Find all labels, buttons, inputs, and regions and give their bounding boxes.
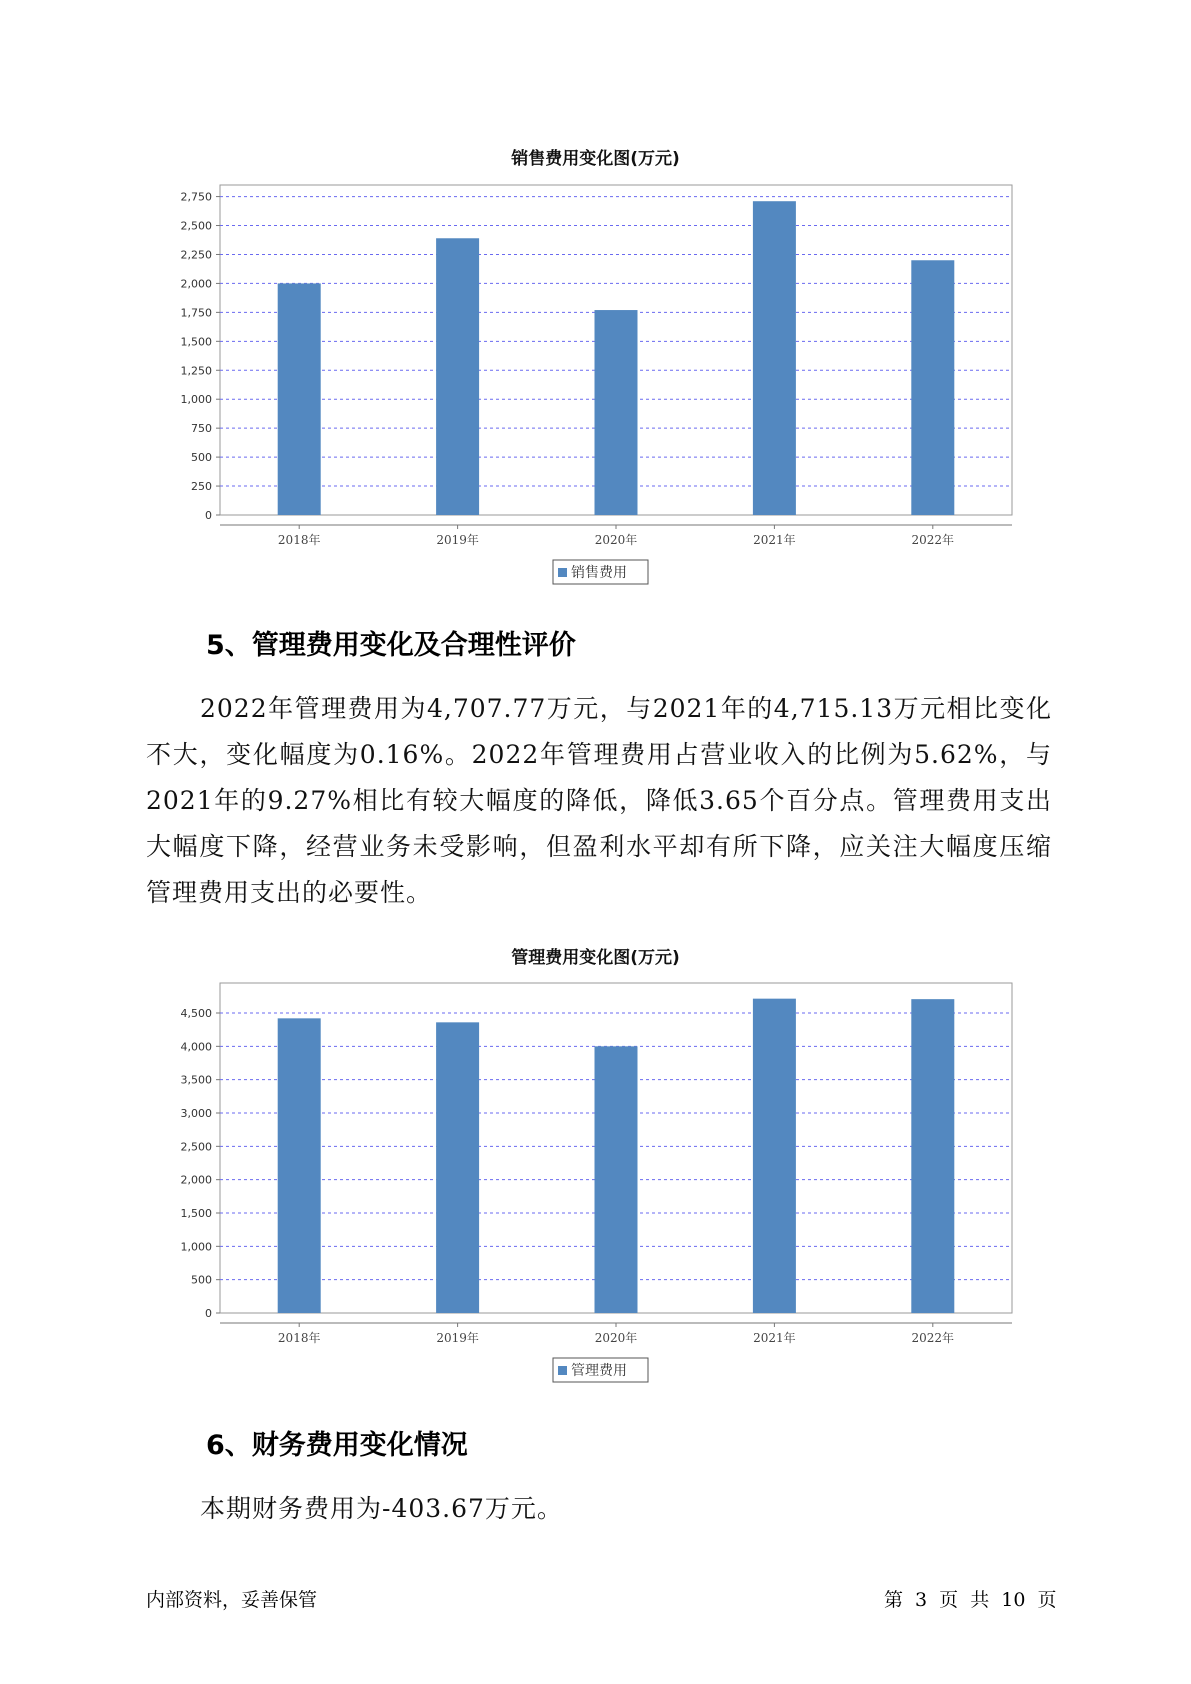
sales-chart-y-tick-label: 1,250 [180,364,212,378]
admin-chart-y-tick-label: 2,500 [180,1140,212,1154]
sales-chart-legend [553,560,648,584]
admin-chart-legend [553,1358,648,1382]
sales-chart-legend-swatch [558,568,567,577]
footer-confidential-note: 内部资料，妥善保管 [146,1589,318,1611]
sales-chart-title: 销售费用变化图(万元) [511,149,680,169]
section-5-paragraph: 2022年管理费用为4,707.77万元，与2021年的4,715.13万元相比变化不大，变化幅度为0.16%。2022年管理费用占营业收入的比例为5.62%，与2021年的9.27%相比有较大幅度的降低，降低3.65个百分点。管理费用支出大幅度下降，经营业务未受影响，但盈利水平却有所下降，应关注大幅度压缩管理费用支出的必要性。 [146,694,1052,907]
admin-chart-legend-label: 管理费用 [571,1363,627,1379]
admin-chart-bar [753,999,796,1313]
admin-chart-bar [278,1018,321,1313]
admin-chart-y-tick-label: 4,000 [180,1040,212,1054]
admin-chart-x-tick-label: 2018年 [277,1331,321,1345]
sales-chart-y-tick-label: 250 [191,480,212,494]
sales-chart-y-tick-label: 500 [191,451,212,465]
admin-expense-chart [0,978,1191,1388]
sales-chart-y-tick-label: 2,500 [180,219,212,233]
sales-chart-bar [278,283,321,515]
sales-chart-x-tick-label: 2021年 [753,533,796,547]
sales-chart-bar [911,260,954,515]
sales-chart-y-tick-label: 2,000 [180,277,212,291]
sales-chart-x-tick-label: 2020年 [594,533,638,547]
sales-chart-bar [436,238,479,515]
sales-chart-x-tick-label: 2019年 [436,533,479,547]
admin-chart-x-tick-label: 2021年 [753,1331,796,1345]
sales-chart-y-tick-label: 1,000 [180,393,212,407]
section-6-heading: 6、财务费用变化情况 [206,1430,468,1461]
admin-chart-y-tick-label: 4,500 [180,1007,212,1020]
sales-chart-x-tick-label: 2022年 [911,533,955,547]
admin-chart-x-tick-label: 2019年 [436,1331,479,1345]
admin-chart-y-tick-label: 500 [191,1273,212,1287]
admin-chart-bar [436,1022,479,1313]
admin-chart-y-tick-label: 3,500 [180,1073,212,1087]
sales-chart-y-tick-label: 2,750 [180,190,212,204]
sales-chart-bar [595,310,638,515]
admin-chart-legend-swatch [558,1366,567,1375]
sales-chart-legend-label: 销售费用 [571,565,627,581]
footer-page-number: 第 3 页 共 10 页 [884,1589,1057,1611]
admin-chart-x-tick-label: 2020年 [594,1331,638,1345]
sales-chart-y-tick-label: 750 [191,422,212,436]
sales-chart-y-tick-label: 1,750 [180,306,212,320]
admin-chart-y-tick-label: 3,000 [180,1107,212,1120]
admin-chart-y-tick-label: 2,000 [180,1173,212,1187]
sales-chart-y-tick-label: 2,250 [180,248,212,262]
sales-chart-y-tick-label: 1,500 [180,335,212,349]
section-5-heading: 5、管理费用变化及合理性评价 [206,630,576,661]
sales-expense-chart [0,180,1191,590]
admin-chart-y-tick-label: 0 [205,1307,212,1320]
admin-chart-bar [911,999,954,1313]
admin-chart-y-tick-label: 1,500 [180,1207,212,1220]
section-6-paragraph: 本期财务费用为-403.67万元。 [200,1494,563,1523]
sales-chart-y-tick-label: 0 [205,509,212,522]
admin-chart-bar [595,1046,638,1313]
sales-chart-x-tick-label: 2018年 [277,533,321,547]
admin-chart-x-tick-label: 2022年 [911,1331,955,1345]
admin-chart-title: 管理费用变化图(万元) [511,948,680,968]
admin-chart-y-tick-label: 1,000 [180,1240,212,1254]
sales-chart-bar [753,201,796,515]
